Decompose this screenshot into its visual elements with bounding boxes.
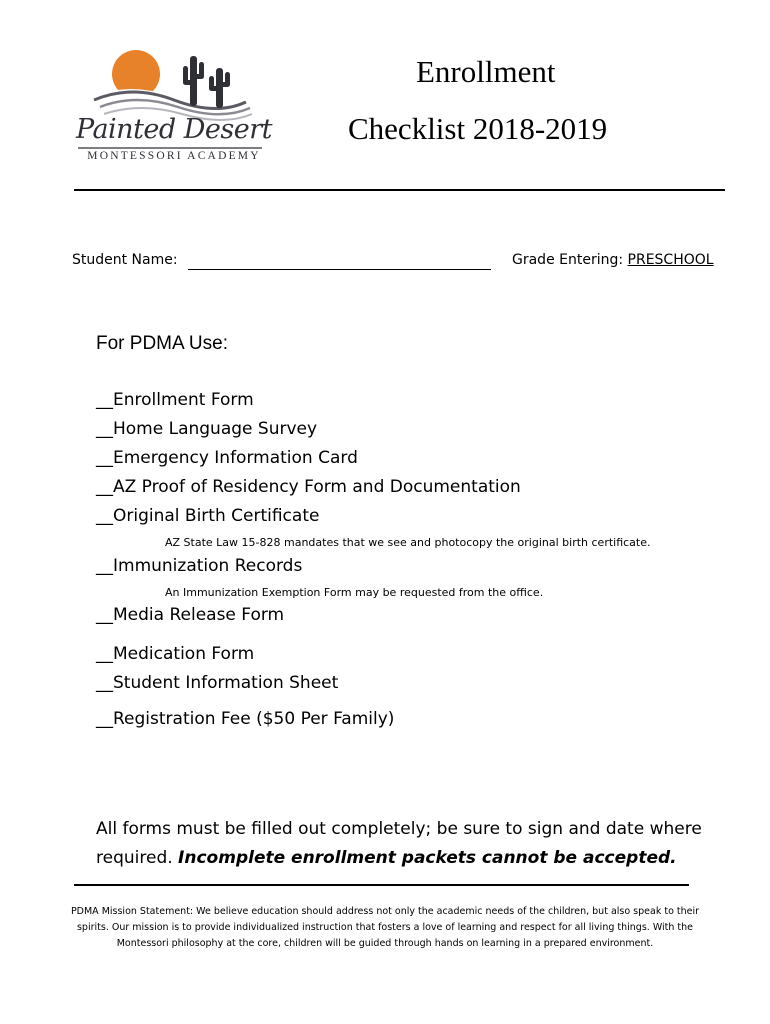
- closing-emphasis: Incomplete enrollment packets cannot be accepted.: [178, 848, 677, 868]
- checklist-item-immunization-records[interactable]: __Immunization Records: [96, 556, 303, 576]
- grade-entering-value: PRESCHOOL: [627, 252, 714, 268]
- closing-text: All forms must be filled out completely; be sure to sign and date where required.: [96, 819, 702, 868]
- checklist-item-proof-of-residency[interactable]: __AZ Proof of Residency Form and Documentation: [96, 477, 521, 497]
- grade-entering-label: Grade Entering:: [512, 252, 624, 268]
- checklist-item-media-release[interactable]: __Media Release Form: [96, 605, 285, 625]
- checklist-item-birth-certificate[interactable]: __Original Birth Certificate: [96, 506, 320, 526]
- page-title-line1: Enrollment: [416, 54, 556, 89]
- pdma-use-heading: For PDMA Use:: [96, 333, 228, 354]
- school-logo: [70, 44, 270, 172]
- cactus-icon: [183, 56, 230, 108]
- page-title-line2: Checklist 2018-2019: [348, 111, 608, 146]
- checklist-item-registration-fee[interactable]: __Registration Fee ($50 Per Family): [96, 709, 395, 729]
- grade-entering: [512, 252, 714, 268]
- immunization-note: An Immunization Exemption Form may be requested from the office.: [165, 586, 544, 599]
- mission-statement: PDMA Mission Statement: We believe education should address not only the academic needs of the children, but also speak to their spirits. Our mission is to provide individualized instruction that fosters a love of learning and respect for all living things. With the Montessori philosophy at the core, children will be guided through hands on learning in a prepared environment.: [70, 906, 700, 949]
- checklist-item-enrollment-form[interactable]: __Enrollment Form: [96, 390, 254, 410]
- logo-script-text: Painted Desert: [76, 114, 272, 145]
- student-name-label: Student Name:: [72, 252, 178, 268]
- logo-subtitle: MONTESSORI ACADEMY: [87, 150, 261, 162]
- checklist-item-home-language-survey[interactable]: __Home Language Survey: [96, 419, 318, 439]
- student-name-blank[interactable]: [188, 269, 491, 270]
- checklist-item-emergency-card[interactable]: __Emergency Information Card: [96, 448, 358, 468]
- checklist-item-medication-form[interactable]: __Medication Form: [96, 644, 255, 664]
- header-divider: [74, 189, 725, 191]
- footer-divider: [74, 884, 689, 886]
- checklist-item-student-info-sheet[interactable]: __Student Information Sheet: [96, 673, 339, 693]
- birth-certificate-note: AZ State Law 15-828 mandates that we see and photocopy the original birth certificate.: [165, 536, 651, 549]
- closing-statement: [96, 815, 716, 873]
